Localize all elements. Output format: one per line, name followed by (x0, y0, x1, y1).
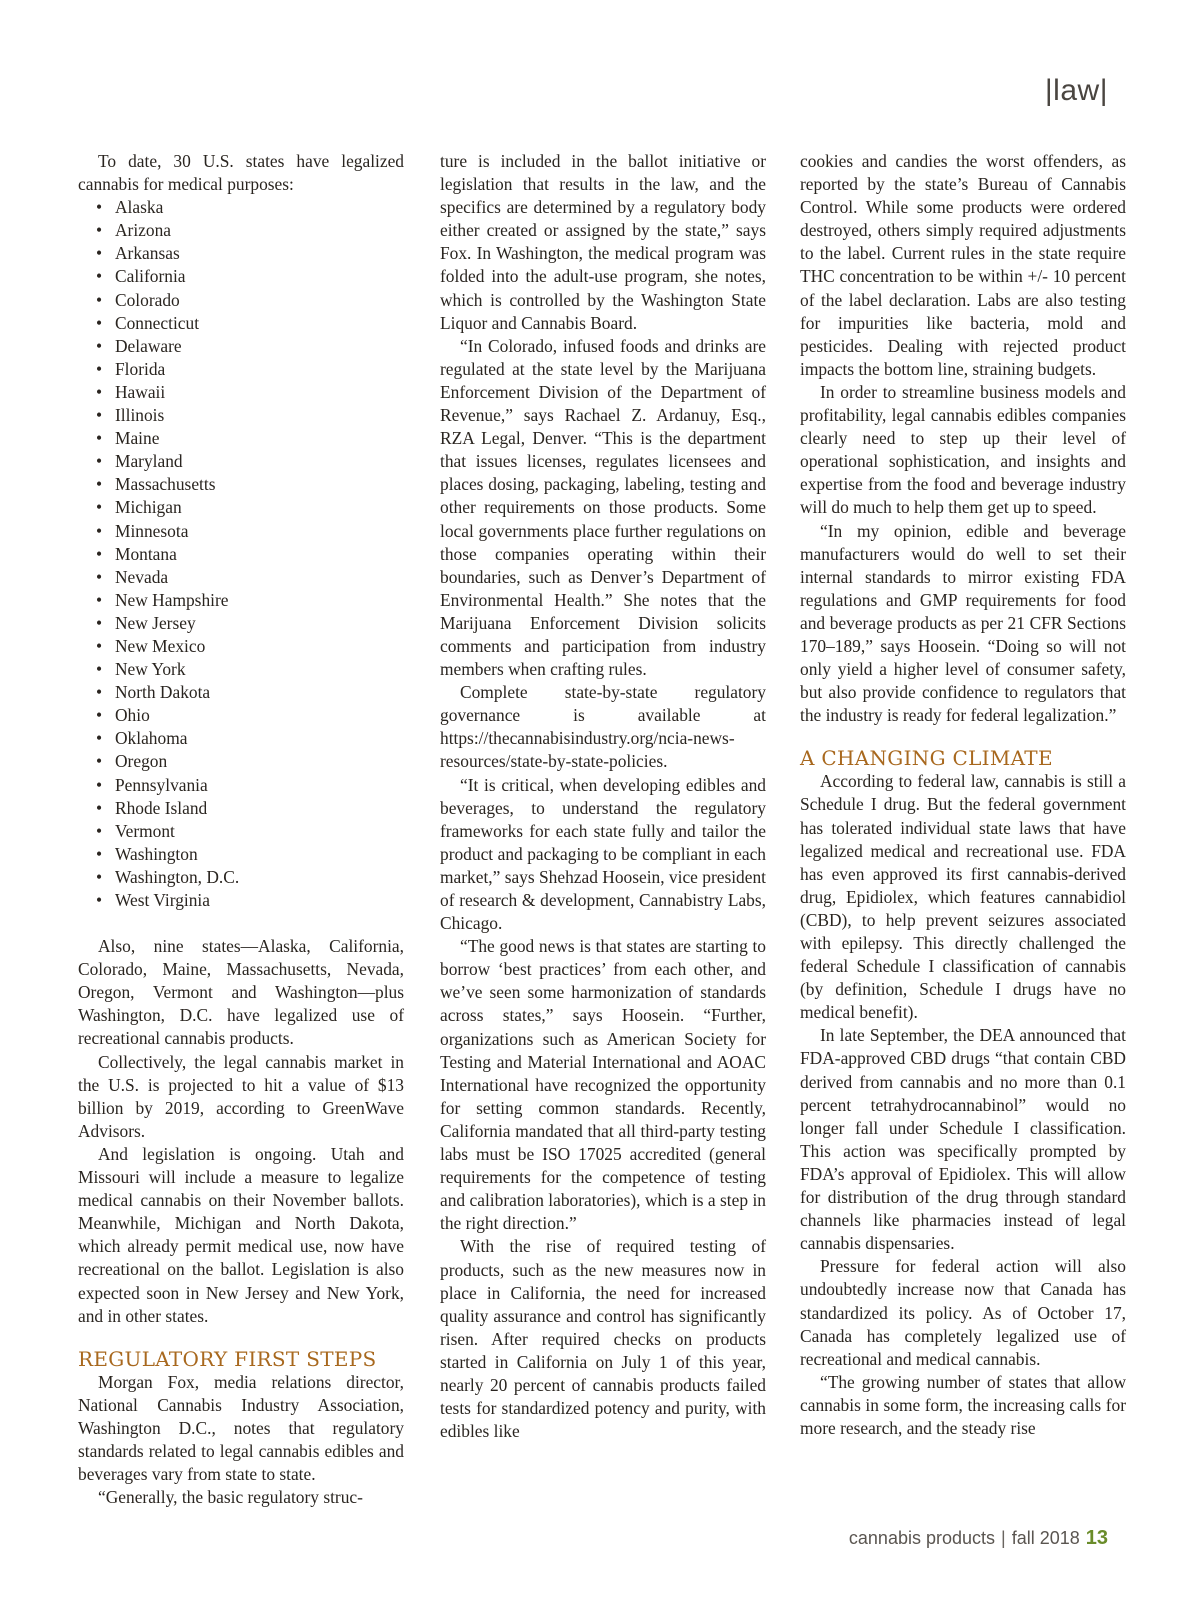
state-list-item: • California (96, 265, 404, 288)
state-list-item: • Nevada (96, 566, 404, 589)
state-list-item: • Colorado (96, 289, 404, 312)
paragraph: Complete state-by-state regulatory governance is available at https://thecannabisindustry.org/ncia-news-resources/state-by-state-policies. (440, 682, 766, 772)
state-list-item: • New Jersey (96, 612, 404, 635)
issue-label: fall 2018 (1011, 1528, 1080, 1548)
paragraph: “The good news is that states are starting to borrow ‘best practices’ from each other, and we’ve seen some harmonization of standards across states,” says Hoosein. “Further, organizations such as American Society for Testing and Material International and AOAC International have recognized the opportunity for setting common standards. Recently, California mandated that all third-party testing labs must be ISO 17025 accredited (general requirements for the competence of testing and calibration laboratories), which is a step in the right direction.” (440, 936, 766, 1234)
column-1 (78, 150, 404, 1509)
state-list-item: • Maryland (96, 450, 404, 473)
state-list-item: • Washington (96, 843, 404, 866)
state-list-item: • Arizona (96, 219, 404, 242)
paragraph: Collectively, the legal cannabis market in the U.S. is projected to hit a value of $13 billion by 2019, according to GreenWave Advisors. (78, 1051, 404, 1141)
state-list-item: • Minnesota (96, 520, 404, 543)
state-list-item: • Maine (96, 427, 404, 450)
column-3 (800, 150, 1126, 1440)
paragraph: Morgan Fox, media relations director, National Cannabis Industry Association, Washington D.C., notes that regulatory standards related to legal cannabis edibles and beverages vary from state to state. (78, 1371, 404, 1485)
state-list-item: • Massachusetts (96, 473, 404, 496)
paragraph: In order to streamline business models and profitability, legal cannabis edibles companies clearly need to step up their level of operational sophistication, and insights and expertise from the food and beverage industry will do much to help them get up to speed. (800, 381, 1126, 518)
paragraph: “In my opinion, edible and beverage manufacturers would do well to set their internal standards to mirror existing FDA regulations and GMP requirements for food and beverage products as per 21 CFR Sections 170–189,” says Hoosein. “Doing so will not only yield a higher level of consumer safety, but also provide confidence to regulators that the industry is ready for federal legalization.” (800, 520, 1126, 726)
state-list-item: • Delaware (96, 335, 404, 358)
state-list-item: • Alaska (96, 196, 404, 219)
publication-name: cannabis products (848, 1528, 995, 1548)
footer-separator: | (1001, 1528, 1006, 1548)
state-list-item: • Ohio (96, 704, 404, 727)
state-list-item: • Connecticut (96, 312, 404, 335)
state-list-item: • Michigan (96, 496, 404, 519)
paragraph: “It is critical, when developing edibles and beverages, to understand the regulatory frameworks for each state fully and tailor the product and packaging to be compliant in each market,” says Shehzad Hoosein, vice president of research & development, Cannabistry Labs, Chicago. (440, 774, 766, 934)
section-heading: A CHANGING CLIMATE (800, 746, 1053, 771)
state-list-item: • Illinois (96, 404, 404, 427)
state-list-item: • New York (96, 658, 404, 681)
state-list-item: • Pennsylvania (96, 774, 404, 797)
paragraph: In late September, the DEA announced that FDA-approved CBD drugs “that contain CBD derived from cannabis and no more than 0.1 percent tetrahydrocannabinol” would no longer fall under Schedule I classification. This action was specifically prompted by FDA’s approval of Epidiolex. This will allow for distribution of the drug through standard channels like pharmacies instead of legal cannabis dispensaries. (800, 1025, 1126, 1254)
state-list-item: • Rhode Island (96, 797, 404, 820)
states-list (78, 196, 404, 912)
state-list-item: • New Mexico (96, 635, 404, 658)
state-list-item: • Oregon (96, 750, 404, 773)
paragraph: “In Colorado, infused foods and drinks are regulated at the state level by the Marijuana Enforcement Division of the Department of Revenue,” says Rachael Z. Ardanuy, Esq., RZA Legal, Denver. “This is the department that issues licenses, regulates licensees and places dosing, packaging, labeling, testing and other requirements on those products. Some local governments place further regulations on those companies operating within their boundaries, such as Denver’s Department of Environmental Health.” She notes that the Marijuana Enforcement Division solicits comments and participation from industry members when crafting rules. (440, 335, 766, 680)
state-list-item: • Washington, D.C. (96, 866, 404, 889)
state-list-item: • West Virginia (96, 889, 404, 912)
paragraph: With the rise of required testing of products, such as the new measures now in place in California, the need for increased quality assurance and control has significantly risen. After required checks on products started in California on July 1 of this year, nearly 20 percent of cannabis products failed tests for standardized potency and purity, with edibles like (440, 1236, 766, 1442)
paragraph: “The growing number of states that allow cannabis in some form, the increasing calls for more research, and the steady rise (800, 1371, 1126, 1438)
state-list-item: • North Dakota (96, 681, 404, 704)
paragraph: Also, nine states—Alaska, California, Colorado, Maine, Massachusetts, Nevada, Oregon, Vermont and Washington—plus Washington, D.C. have legalized use of recreational cannabis products. (78, 936, 404, 1049)
intro-paragraph: To date, 30 U.S. states have legalized cannabis for medical purposes: (78, 151, 404, 195)
page-footer (849, 1527, 1108, 1550)
state-list-item: • Florida (96, 358, 404, 381)
state-list-item: • New Hampshire (96, 589, 404, 612)
column-2 (440, 150, 766, 1443)
section-heading: REGULATORY FIRST STEPS (78, 1346, 377, 1371)
state-list-item: • Hawaii (96, 381, 404, 404)
paragraph: ture is included in the ballot initiative or legislation that results in the law, and the specifics are determined by a regulatory body either created or assigned by the state,” says Fox. In Washington, the medical program was folded into the adult-use program, she notes, which is controlled by the Washington State Liquor and Cannabis Board. (440, 151, 766, 333)
state-list-item: • Oklahoma (96, 727, 404, 750)
paragraph: cookies and candies the worst offenders, as reported by the state’s Bureau of Cannabis Control. While some products were ordered destroyed, others simply required adjustments to the label. Current rules in the state require THC concentration to be within +/- 10 percent of the label declaration. Labs are also testing for impurities like bacteria, mold and pesticides. Dealing with rejected product impacts the bottom line, straining budgets. (800, 151, 1126, 379)
state-list-item: • Arkansas (96, 242, 404, 265)
paragraph: According to federal law, cannabis is still a Schedule I drug. But the federal government has tolerated individual state laws that have legalized medical and recreational use. FDA has even approved its first cannabis-derived drug, Epidiolex, which features cannabidiol (CBD), to help prevent seizures associated with epilepsy. This directly challenged the federal Schedule I classification of cannabis (by definition, Schedule I drugs have no medical benefit). (800, 771, 1126, 1023)
paragraph: “Generally, the basic regulatory struc- (98, 1487, 363, 1508)
state-list-item: • Vermont (96, 820, 404, 843)
section-label: |law| (1044, 74, 1108, 107)
paragraph: And legislation is ongoing. Utah and Missouri will include a measure to legalize medical cannabis on their November ballots. Meanwhile, Michigan and North Dakota, which already permit medical use, now have recreational on the ballot. Legislation is also expected soon in New Jersey and New York, and in other states. (78, 1143, 404, 1326)
page-number: 13 (1085, 1527, 1108, 1549)
state-list-item: • Montana (96, 543, 404, 566)
paragraph: Pressure for federal action will also undoubtedly increase now that Canada has standardized its policy. As of October 17, Canada has completely legalized use of recreational and medical cannabis. (800, 1256, 1126, 1369)
